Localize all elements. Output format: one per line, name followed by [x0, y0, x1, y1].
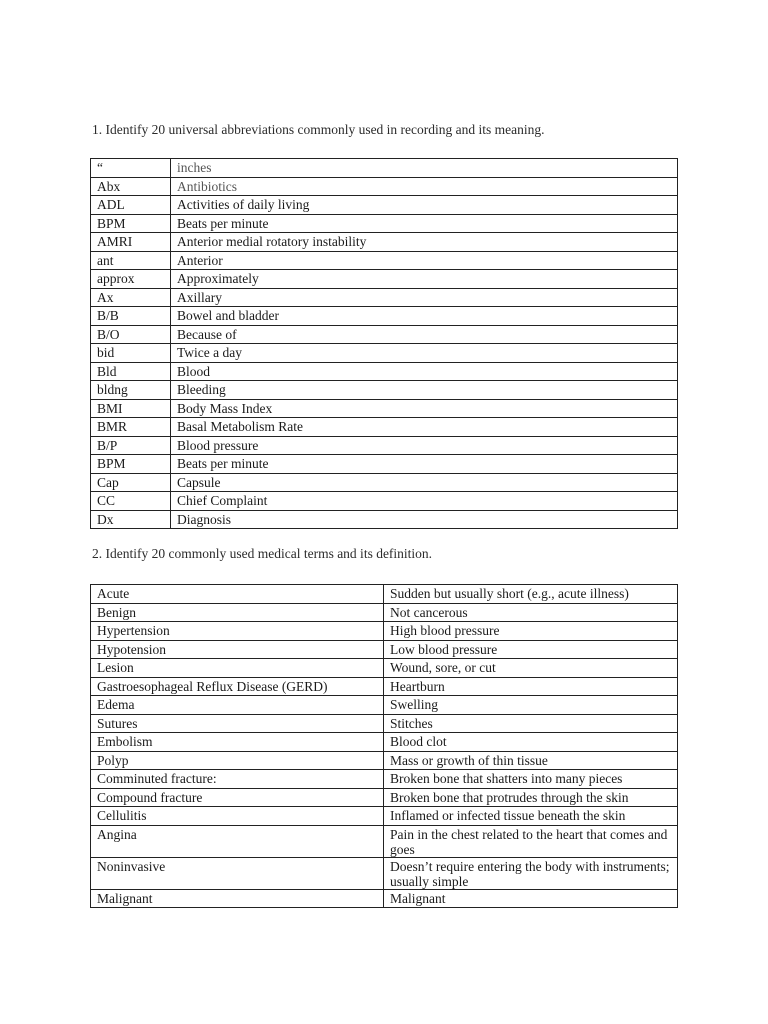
abbreviation-cell: bid	[91, 344, 171, 363]
abbreviations-table	[90, 158, 678, 529]
table-row	[91, 889, 678, 908]
abbreviation-cell: B/O	[91, 325, 171, 344]
table-row	[91, 857, 678, 889]
abbreviation-cell: Bld	[91, 362, 171, 381]
term-cell: Noninvasive	[91, 857, 384, 889]
definition-cell: Swelling	[384, 696, 678, 715]
term-cell: Acute	[91, 585, 384, 604]
term-cell: Polyp	[91, 751, 384, 770]
meaning-cell: Approximately	[171, 270, 678, 289]
term-cell: Lesion	[91, 659, 384, 678]
abbreviation-cell: B/B	[91, 307, 171, 326]
term-cell: Gastroesophageal Reflux Disease (GERD)	[91, 677, 384, 696]
abbreviation-cell: BMI	[91, 399, 171, 418]
meaning-cell: Axillary	[171, 288, 678, 307]
table-row	[91, 270, 678, 289]
table-row	[91, 159, 678, 178]
meaning-cell: inches	[171, 159, 678, 178]
definition-cell: High blood pressure	[384, 622, 678, 641]
meaning-cell: Bleeding	[171, 381, 678, 400]
meaning-cell: Beats per minute	[171, 455, 678, 474]
meaning-cell: Activities of daily living	[171, 196, 678, 215]
table-row	[91, 307, 678, 326]
abbreviation-cell: B/P	[91, 436, 171, 455]
abbreviation-cell: “	[91, 159, 171, 178]
table-row	[91, 196, 678, 215]
table-row	[91, 585, 678, 604]
table-row	[91, 733, 678, 752]
definition-cell: Wound, sore, or cut	[384, 659, 678, 678]
term-cell: Cellulitis	[91, 807, 384, 826]
table-row	[91, 714, 678, 733]
term-cell: Edema	[91, 696, 384, 715]
table-row	[91, 473, 678, 492]
term-cell: Embolism	[91, 733, 384, 752]
definition-cell: Inflamed or infected tissue beneath the skin	[384, 807, 678, 826]
table-row	[91, 677, 678, 696]
table-row	[91, 381, 678, 400]
table-row	[91, 510, 678, 529]
table-row	[91, 788, 678, 807]
abbreviation-cell: BPM	[91, 214, 171, 233]
meaning-cell: Body Mass Index	[171, 399, 678, 418]
meaning-cell: Basal Metabolism Rate	[171, 418, 678, 437]
abbreviation-cell: Dx	[91, 510, 171, 529]
meaning-cell: Antibiotics	[171, 177, 678, 196]
definition-cell: Pain in the chest related to the heart that comes and goes	[384, 825, 678, 857]
meaning-cell: Bowel and bladder	[171, 307, 678, 326]
table-row	[91, 233, 678, 252]
table-row	[91, 492, 678, 511]
meaning-cell: Blood	[171, 362, 678, 381]
table-row	[91, 622, 678, 641]
term-cell: Comminuted fracture:	[91, 770, 384, 789]
abbreviation-cell: BPM	[91, 455, 171, 474]
definition-cell: Stitches	[384, 714, 678, 733]
definition-cell: Mass or growth of thin tissue	[384, 751, 678, 770]
term-cell: Malignant	[91, 889, 384, 908]
definition-cell: Low blood pressure	[384, 640, 678, 659]
meaning-cell: Capsule	[171, 473, 678, 492]
table-row	[91, 455, 678, 474]
abbreviation-cell: Abx	[91, 177, 171, 196]
meaning-cell: Beats per minute	[171, 214, 678, 233]
abbreviation-cell: ADL	[91, 196, 171, 215]
meaning-cell: Anterior medial rotatory instability	[171, 233, 678, 252]
term-cell: Benign	[91, 603, 384, 622]
table-row	[91, 344, 678, 363]
meaning-cell: Because of	[171, 325, 678, 344]
table-row	[91, 325, 678, 344]
table-row	[91, 177, 678, 196]
definition-cell: Malignant	[384, 889, 678, 908]
meaning-cell: Blood pressure	[171, 436, 678, 455]
term-cell: Hypotension	[91, 640, 384, 659]
meaning-cell: Diagnosis	[171, 510, 678, 529]
table-row	[91, 399, 678, 418]
table-row	[91, 418, 678, 437]
definition-cell: Blood clot	[384, 733, 678, 752]
table-row	[91, 659, 678, 678]
question-1-heading: 1. Identify 20 universal abbreviations commonly used in recording and its meaning.	[92, 122, 545, 137]
abbreviation-cell: Ax	[91, 288, 171, 307]
definition-cell: Doesn’t require entering the body with instruments; usually simple	[384, 857, 678, 889]
definition-cell: Sudden but usually short (e.g., acute illness)	[384, 585, 678, 604]
abbreviation-cell: approx	[91, 270, 171, 289]
table-row	[91, 825, 678, 857]
table-row	[91, 696, 678, 715]
question-2-heading: 2. Identify 20 commonly used medical terms and its definition.	[92, 546, 433, 561]
medical-terms-table	[90, 584, 678, 908]
definition-cell: Heartburn	[384, 677, 678, 696]
meaning-cell: Anterior	[171, 251, 678, 270]
term-cell: Sutures	[91, 714, 384, 733]
definition-cell: Broken bone that protrudes through the skin	[384, 788, 678, 807]
abbreviation-cell: bldng	[91, 381, 171, 400]
term-cell: Compound fracture	[91, 788, 384, 807]
table-row	[91, 436, 678, 455]
meaning-cell: Chief Complaint	[171, 492, 678, 511]
term-cell: Hypertension	[91, 622, 384, 641]
abbreviation-cell: AMRI	[91, 233, 171, 252]
meaning-cell: Twice a day	[171, 344, 678, 363]
table-row	[91, 640, 678, 659]
table-row	[91, 214, 678, 233]
abbreviation-cell: BMR	[91, 418, 171, 437]
abbreviation-cell: ant	[91, 251, 171, 270]
table-row	[91, 362, 678, 381]
table-row	[91, 770, 678, 789]
table-row	[91, 251, 678, 270]
table-row	[91, 751, 678, 770]
definition-cell: Not cancerous	[384, 603, 678, 622]
table-row	[91, 288, 678, 307]
table-row	[91, 807, 678, 826]
abbreviation-cell: CC	[91, 492, 171, 511]
abbreviation-cell: Cap	[91, 473, 171, 492]
term-cell: Angina	[91, 825, 384, 857]
definition-cell: Broken bone that shatters into many pieces	[384, 770, 678, 789]
table-row	[91, 603, 678, 622]
